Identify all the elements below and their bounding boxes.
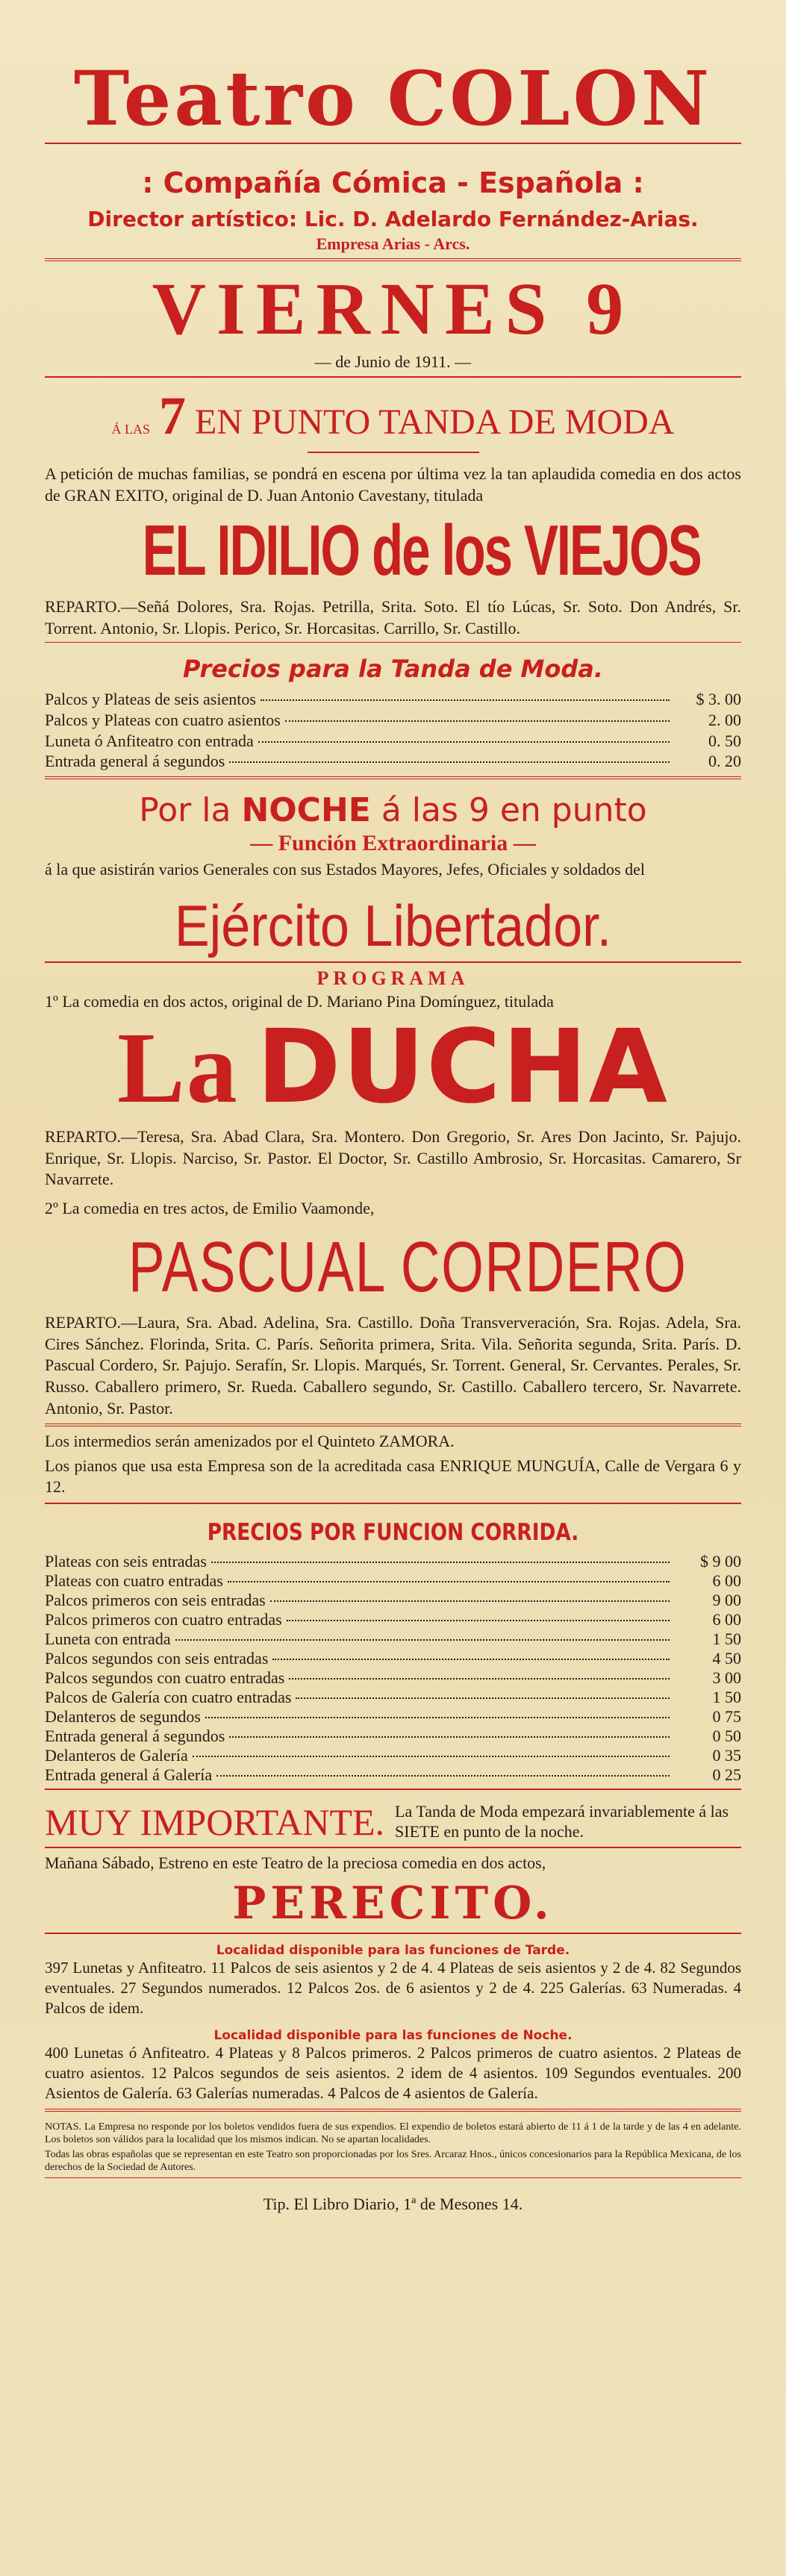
importante-heading: MUY IMPORTANTE. (45, 1801, 385, 1844)
leader-dots (205, 1717, 670, 1718)
noche-heading-a: Por la (139, 791, 242, 830)
importante-note: La Tanda de Moda empezará invariablemente á las SIETE en punto de la noche. (395, 1802, 729, 1841)
divider (45, 143, 741, 144)
noche-heading-b: NOCHE (241, 791, 371, 830)
divider (45, 2177, 741, 2178)
price-label: Entrada general á segundos (45, 752, 225, 771)
tanda-price-list (45, 689, 741, 772)
price-amount: 0 50 (712, 1726, 741, 1745)
corrida-price-list (45, 1552, 741, 1784)
programa-heading: PROGRAMA (316, 967, 470, 989)
divider (45, 1933, 741, 1934)
price-amount: 0. 20 (708, 752, 741, 771)
divider (45, 258, 741, 261)
price-row (45, 1707, 741, 1727)
price-label: Palcos primeros con seis entradas (45, 1590, 266, 1609)
price-row (45, 1571, 741, 1591)
ducha-word: DUCHA (256, 1008, 669, 1127)
price-row (45, 1649, 741, 1668)
day-heading: VIERNES 9 (152, 267, 634, 350)
price-label: Luneta con entrada (45, 1629, 171, 1648)
price-label: Entrada general á segundos (45, 1726, 225, 1745)
leader-dots (258, 741, 670, 743)
price-row (45, 1552, 741, 1571)
price-row (45, 1591, 741, 1610)
tanda-suffix: EN PUNTO TANDA DE MODA (195, 402, 675, 442)
price-row (45, 1727, 741, 1746)
tarde-heading: Localidad disponible para las funciones de Tarde. (216, 1942, 570, 1958)
leader-dots (216, 1775, 670, 1777)
price-row (45, 751, 741, 772)
divider (45, 961, 741, 963)
price-label: Palcos y Plateas de seis asientos (45, 690, 256, 709)
tanda-heading (45, 385, 741, 447)
divider (45, 1847, 741, 1848)
cast-pascual: REPARTO.—Laura, Sra. Abad. Adelina, Sra. Castillo. Doña Transververación, Sra. Rojas. Adela, Sra. Cires Sánchez. Florinda, Srita. C. París. Señorita primera, Srita. Vila. Señorita segunda, Srita. París. D. Pascual Cordero, Sr. Pajujo. Serafín, Sr. Llopis. Marqués, Sr. Torrent. General, Sr. Cervantes. Perales, Sr. Russo. Caballero primero, Sr. Rueda. Caballero segundo, Sr. Castillo. Caballero tercero, Sr. Navarrete. Antonio, Sr. Pastor. (45, 1313, 741, 1418)
price-label: Palcos de Galería con cuatro entradas (45, 1687, 292, 1706)
price-label: Plateas con cuatro entradas (45, 1571, 223, 1590)
price-label: Delanteros de segundos (45, 1706, 201, 1726)
noche-heading (45, 791, 741, 829)
price-amount: 6 00 (712, 1609, 741, 1629)
play-title-ducha (45, 1008, 741, 1127)
price-amount: 0 35 (712, 1745, 741, 1765)
program-item-2: 2º La comedia en tres actos, de Emilio Vaamonde, (45, 1198, 375, 1217)
notas-1: NOTAS. La Empresa no responde por los boletos vendidos fuera de sus expendios. El expendio de boletos estará abierto de 11 á 1 de la tarde y de las 4 en adelante. Los boletos son válidos para la localidad que los mismos indican. No se apartan localidades. (45, 2121, 741, 2146)
price-amount: 0 25 (712, 1765, 741, 1784)
cast-ducha: REPARTO.—Teresa, Sra. Abad Clara, Sra. Montero. Don Gregorio, Sr. Ares Don Jacinto, Sr. Pajujo. Enrique, Sr. Llopis. Narciso, Sr. Pastor. El Doctor, Sr. Castillo Ambrosio, Sr. Horcasitas. Camarero, Sr Navarrete. (45, 1127, 741, 1189)
company-name: : Compañía Cómica - Española : (142, 166, 644, 199)
perecito-title: PERECITO. (232, 1877, 554, 1930)
price-label: Luneta ó Anfiteatro con entrada (45, 731, 254, 750)
price-label: Entrada general á Galería (45, 1765, 213, 1784)
noche-heading-c: á las 9 en punto (370, 791, 647, 830)
price-row (45, 1746, 741, 1765)
notas-2: Todas las obras españolas que se representan en este Teatro son proporcionadas por los Sres. Arcaraz Hnos., únicos concesionarios para la República Mexicana, de los derechos de la Sociedad de Autores. (45, 2148, 741, 2174)
price-amount: $ 9 00 (700, 1552, 741, 1571)
leader-dots (211, 1562, 670, 1563)
ejercito-title: Ejército Libertador. (174, 892, 612, 958)
price-label: Delanteros de Galería (45, 1745, 188, 1765)
leader-dots (296, 1697, 670, 1699)
price-amount: 2. 00 (708, 710, 741, 729)
price-amount: 4 50 (712, 1648, 741, 1668)
leader-dots (287, 1620, 670, 1621)
price-label: Palcos segundos con cuatro entradas (45, 1668, 285, 1687)
price-amount: 3 00 (712, 1668, 741, 1687)
leader-dots (270, 1600, 670, 1602)
price-amount: 6 00 (712, 1571, 741, 1590)
divider (45, 1788, 741, 1790)
divider (308, 452, 479, 453)
corrida-prices-heading: PRECIOS POR FUNCION CORRIDA. (207, 1519, 579, 1547)
play-title-idilio: EL IDILIO de los VIEJOS (142, 511, 701, 591)
price-label: Palcos y Plateas con cuatro asientos (45, 710, 281, 729)
program-item-1: 1º La comedia en dos actos, original de D. Mariano Pina Domínguez, titulada (45, 991, 554, 1011)
divider (45, 376, 741, 378)
tarde-localidad: 397 Lunetas y Anfiteatro. 11 Palcos de seis asientos y 2 de 4. 4 Plateas de seis asientos y 2 de 4. 82 Segundos eventuales. 27 Segundos numerados. 12 Palcos 2os. de 6 asientos y 2 de 4. 225 Galerías. 63 Numeradas. 4 Palcos de idem. (45, 1958, 741, 2018)
funcion-heading: — Función Extraordinaria — (250, 831, 536, 856)
leader-dots (229, 761, 670, 763)
noche-localidad: 400 Lunetas ó Anfiteatro. 4 Plateas y 8 Palcos primeros. 2 Palcos primeros de cuatro asientos. 2 Plateas de cuatro asientos. 12 Palcos segundos de seis asientos. 2 idem de 4 asientos. 109 Segundos eventuales. 200 Asientos de Galería. 63 Galerías numeradas. 4 Palcos de 4 asientos de Galería. (45, 2043, 741, 2103)
empresa-line: Empresa Arias - Arcs. (316, 234, 470, 253)
divider (45, 2109, 741, 2112)
leader-dots (193, 1756, 670, 1757)
noche-intro: á la que asistirán varios Generales con sus Estados Mayores, Jefes, Oficiales y soldados del (45, 860, 645, 879)
price-row (45, 1630, 741, 1649)
price-row (45, 1688, 741, 1707)
price-row (45, 1610, 741, 1630)
tanda-prices-heading: Precios para la Tanda de Moda. (182, 655, 604, 684)
price-amount: $ 3. 00 (696, 690, 741, 709)
leader-dots (261, 699, 670, 701)
noche-loc-heading: Localidad disponible para las funciones de Noche. (213, 2027, 573, 2043)
divider (45, 642, 741, 643)
price-amount: 0 75 (712, 1706, 741, 1726)
price-amount: 1 50 (712, 1687, 741, 1706)
theatre-title: Teatro COLON (73, 54, 713, 143)
printer-line: Tip. El Libro Diario, 1ª de Mesones 14. (263, 2194, 523, 2213)
price-row (45, 689, 741, 710)
cast-idilio: REPARTO.—Señá Dolores, Sra. Rojas. Petrilla, Srita. Soto. El tío Lúcas, Sr. Soto. Don Andrés, Sr. Torrent. Antonio, Sr. Llopis. Perico, Sr. Horcasitas. Carrillo, Sr. Castillo. (45, 596, 741, 637)
tanda-prefix: Á LAS (111, 422, 151, 437)
leader-dots (272, 1659, 670, 1660)
tanda-hour: 7 (159, 386, 187, 446)
leader-dots (285, 720, 670, 722)
leader-dots (175, 1639, 670, 1641)
tanda-intro: A petición de muchas familias, se pondrá en escena por última vez la tan aplaudida comedia en dos actos de GRAN EXITO, original de D. Juan Antonio Cavestany, titulada (45, 464, 741, 505)
price-amount: 9 00 (712, 1590, 741, 1609)
price-label: Palcos segundos con seis entradas (45, 1648, 269, 1668)
estreno-line: Mañana Sábado, Estreno en este Teatro de la preciosa comedia en dos actos, (45, 1853, 546, 1873)
play-title-pascual: PASCUAL CORDERO (128, 1226, 687, 1307)
importante-block (45, 1802, 741, 1842)
price-row (45, 731, 741, 752)
divider (45, 1423, 741, 1426)
price-amount: 0. 50 (708, 731, 741, 750)
price-row (45, 710, 741, 731)
pianos-line: Los pianos que usa esta Empresa son de la acreditada casa ENRIQUE MUNGUÍA, Calle de Vergara 6 y 12. (45, 1456, 741, 1497)
price-label: Palcos primeros con cuatro entradas (45, 1609, 282, 1629)
leader-dots (228, 1581, 670, 1582)
leader-dots (289, 1678, 670, 1680)
leader-dots (229, 1736, 670, 1738)
director-line: Director artístico: Lic. D. Adelardo Fernández-Arias. (87, 207, 699, 231)
ducha-article: La (117, 1012, 239, 1125)
price-row (45, 1668, 741, 1688)
price-amount: 1 50 (712, 1629, 741, 1648)
intermedios-line: Los intermedios serán amenizados por el Quinteto ZAMORA. (45, 1432, 455, 1451)
price-label: Plateas con seis entradas (45, 1552, 207, 1571)
divider (45, 776, 741, 779)
price-row (45, 1765, 741, 1785)
date-line: — de Junio de 1911. — (314, 352, 472, 371)
divider (45, 1503, 741, 1504)
